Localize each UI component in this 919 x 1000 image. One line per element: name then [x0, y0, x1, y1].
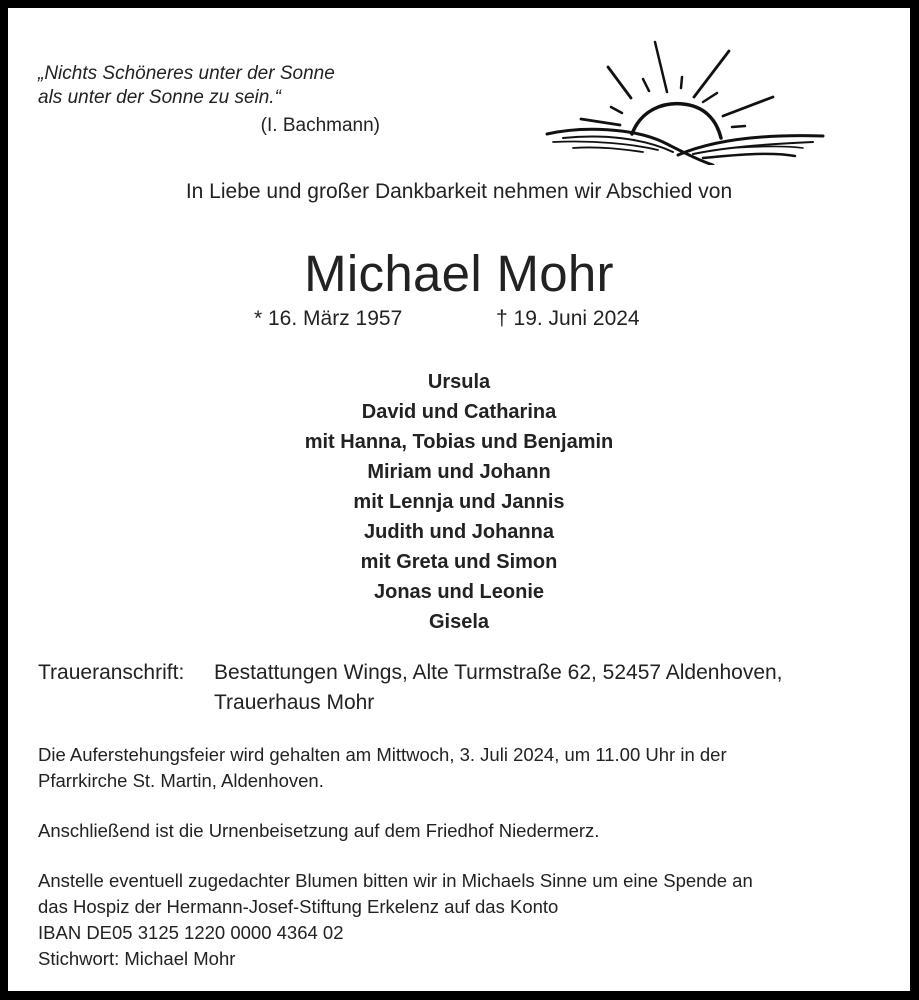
sun-ray — [703, 93, 717, 102]
sun-ray — [694, 51, 729, 97]
address-line: Trauerhaus Mohr — [214, 691, 375, 714]
ceremony-line: Pfarrkirche St. Martin, Aldenhoven. — [38, 770, 324, 791]
obituary-notice — [8, 8, 910, 991]
family-line: Ursula — [427, 371, 491, 393]
quote-line: als unter der Sonne zu sein.“ — [38, 87, 281, 108]
donation-text — [38, 868, 753, 972]
donation-line: das Hospiz der Hermann-Josef-Stiftung Erkelenz auf das Konto — [38, 896, 559, 917]
sun-ray — [581, 119, 620, 125]
donation-line: Anstelle eventuell zugedachter Blumen bitten wir in Michaels Sinne um eine Spende an — [38, 870, 753, 891]
family-line: mit Greta und Simon — [360, 551, 558, 573]
quote-line: „Nichts Schöneres unter der Sonne — [38, 63, 335, 84]
sun-ray — [681, 77, 682, 88]
family-line: Jonas und Leonie — [373, 581, 545, 603]
birth-date: * 16. März 1957 — [254, 307, 403, 330]
address-line: Bestattungen Wings, Alte Turmstraße 62, 52457 Aldenhoven, — [214, 661, 783, 684]
horizon-line — [703, 154, 795, 158]
ceremony-text — [38, 742, 727, 794]
horizon-line — [733, 147, 803, 149]
sun-ray — [611, 107, 622, 113]
address-label: Traueranschrift: — [38, 661, 185, 684]
horizon-line — [573, 147, 643, 152]
family-line: Gisela — [428, 611, 490, 633]
family-line: Judith und Johanna — [364, 521, 554, 543]
family-line: Miriam und Johann — [367, 461, 551, 483]
sun-ray — [608, 67, 631, 98]
quote — [38, 62, 335, 110]
sun-ray — [723, 97, 773, 116]
quote-author: (I. Bachmann) — [260, 115, 380, 136]
intro-text: In Liebe und großer Dankbarkeit nehmen wir Abschied von — [185, 180, 733, 203]
sun-ray — [655, 42, 667, 92]
death-date: † 19. Juni 2024 — [496, 307, 640, 330]
sun-arc — [632, 104, 721, 138]
horizon-line — [547, 129, 713, 165]
family-line: David und Catharina — [361, 401, 557, 423]
iban: IBAN DE05 3125 1220 0000 4364 02 — [38, 922, 344, 943]
sunrise-icon — [533, 30, 833, 165]
family-line: mit Lennja und Jannis — [353, 491, 565, 513]
sun-ray — [643, 79, 649, 91]
ceremony-line: Die Auferstehungsfeier wird gehalten am Mittwoch, 3. Juli 2024, um 11.00 Uhr in der — [38, 744, 727, 765]
family-line: mit Hanna, Tobias und Benjamin — [304, 431, 614, 453]
family-list — [8, 367, 910, 637]
keyword: Stichwort: Michael Mohr — [38, 948, 236, 969]
sun-ray — [732, 126, 745, 127]
deceased-name: Michael Mohr — [304, 245, 614, 302]
burial-text: Anschließend ist die Urnenbeisetzung auf dem Friedhof Niedermerz. — [38, 820, 600, 841]
